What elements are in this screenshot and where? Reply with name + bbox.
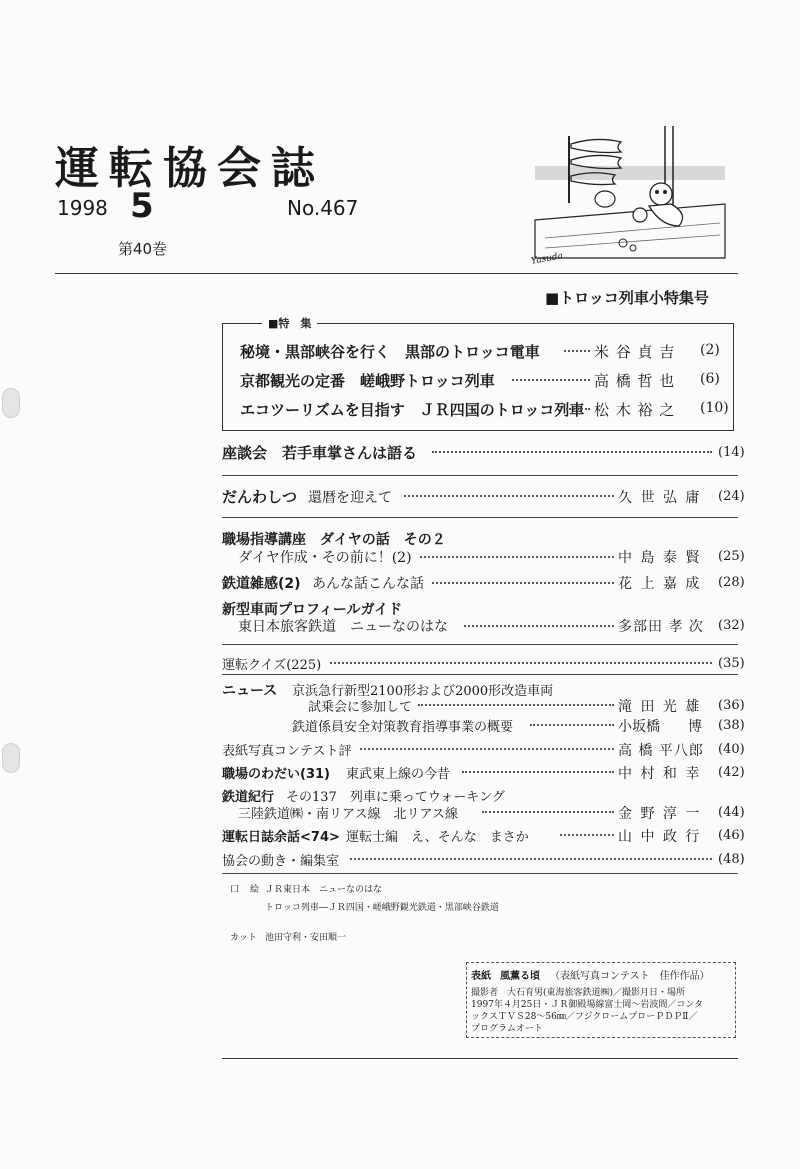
- author: 高 橋 平八郎: [618, 743, 704, 759]
- kikou-sub: 三陸鉄道㈱・南リアス線 北リアス線: [238, 807, 458, 822]
- kyokai-title: 協会の動き・編集室: [222, 854, 340, 869]
- shokuba-head: 職場指導講座 ダイヤの話 その２: [222, 532, 446, 548]
- feature-item-title: 京都観光の定番 嵯峨野トロッコ列車: [240, 372, 495, 390]
- feature-item-title: エコツーリズムを目指す ＪＲ四国のトロッコ列車: [240, 401, 585, 419]
- leader-dots: [464, 625, 614, 627]
- cover-title: 風薫る頃: [500, 971, 540, 982]
- page-number: (24): [718, 489, 745, 504]
- shokuba-sub: ダイヤ作成・その前に！(2): [238, 550, 412, 566]
- cover-credit-line: プログラムオート: [471, 1024, 543, 1034]
- section-rule: [222, 517, 738, 518]
- leader-dots: [404, 495, 614, 497]
- leader-dots: [330, 662, 712, 664]
- author: 滝 田 光 雄: [618, 699, 702, 715]
- author: 中 村 和 幸: [618, 766, 702, 782]
- section-rule: [222, 873, 738, 874]
- author: 多部田 孝 次: [618, 619, 704, 635]
- header-rule: [55, 273, 738, 274]
- zakkan-head: 鉄道雑感(2): [222, 576, 301, 592]
- author: 金 野 淳 一: [618, 806, 702, 822]
- cut-credit: 池田守利・安田順一: [265, 933, 347, 943]
- feature-label: ■特 集: [262, 315, 317, 331]
- page-number: (48): [718, 852, 745, 867]
- kikou-head: 鉄道紀行: [222, 790, 275, 805]
- author: 久 世 弘 庸: [618, 490, 702, 506]
- issue-month: 5: [130, 186, 154, 226]
- leader-dots: [512, 379, 590, 381]
- leader-dots: [432, 451, 712, 453]
- page-number: (32): [718, 618, 745, 633]
- author: 中 島 泰 賢: [618, 550, 702, 566]
- binder-hole: [2, 743, 20, 773]
- news-head: ニュース: [222, 683, 278, 699]
- page-number: (25): [718, 549, 745, 564]
- page-number: (46): [718, 828, 745, 843]
- cover-label: 表紙: [471, 971, 491, 982]
- special-issue-label: ■トロッコ列車小特集号: [545, 289, 709, 307]
- page-number: (42): [718, 765, 745, 780]
- zadankai-title: 座談会 若手車掌さんは語る: [222, 444, 418, 462]
- wadai-title: 東武東上線の今昔: [346, 767, 451, 782]
- leader-dots: [560, 834, 614, 836]
- leader-dots: [432, 582, 614, 584]
- danwashitsu-title: 還暦を迎えて: [308, 490, 392, 506]
- shingata-head: 新型車両プロフィールガイド: [222, 602, 403, 618]
- feature-item-page: (10): [700, 400, 729, 416]
- kikou-title: その137 列車に乗ってウォーキング: [286, 790, 505, 805]
- nisshi-head: 運転日誌余話<74>: [222, 830, 340, 845]
- section-rule: [222, 644, 738, 645]
- feature-item-page: (6): [700, 371, 720, 387]
- leader-dots: [462, 771, 614, 773]
- page-number: (35): [718, 656, 745, 671]
- page-number: (28): [718, 575, 745, 590]
- volume-number: 第40巻: [118, 240, 168, 258]
- koinobori-illustration: [525, 108, 730, 268]
- cover-review-title: 表紙写真コンテスト評: [222, 744, 352, 759]
- page-number: (44): [718, 805, 745, 820]
- news-item-line1: 京浜急行新型2100形および2000形改造車両: [292, 684, 554, 699]
- news-item-line2: 試乗会に参加して: [308, 700, 413, 715]
- footer-rule: [222, 1058, 738, 1059]
- leader-dots: [564, 350, 590, 352]
- feature-item-page: (2): [700, 342, 720, 358]
- leader-dots: [350, 858, 712, 860]
- section-rule: [222, 674, 738, 675]
- shingata-sub: 東日本旅客鉄道 ニューなのはな: [238, 619, 448, 635]
- author: 小坂橋 博: [618, 719, 702, 735]
- feature-item-author: 米 谷 貞 吉: [594, 343, 676, 361]
- leader-dots: [566, 408, 590, 410]
- news-item: 鉄道係員安全対策教育指導事業の概要: [292, 720, 514, 735]
- illustrator-signature: Yasuda: [530, 251, 564, 267]
- kuchie-line: ＪＲ東日本 ニューなのはな: [265, 885, 383, 895]
- zakkan-title: あんな話こんな話: [312, 576, 424, 592]
- leader-dots: [530, 724, 614, 726]
- cover-credit-line: ックスＴＶＳ28～56㎜／フジクロームプローＰＤＰⅡ／: [471, 1012, 698, 1022]
- kuchie-label: 口 絵: [230, 885, 261, 895]
- kuchie-line: トロッコ列車―ＪＲ四国・嵯峨野観光鉄道・黒部峡谷鉄道: [265, 903, 499, 913]
- danwashitsu-head: だんわしつ: [222, 488, 298, 506]
- author: 山 中 政 行: [618, 829, 702, 845]
- cover-note: （表紙写真コンテスト 佳作作品）: [550, 971, 710, 982]
- binder-hole: [2, 388, 20, 418]
- magazine-title: 運転協会誌: [55, 143, 325, 194]
- feature-item-author: 松 木 裕 之: [594, 401, 676, 419]
- page-number: (14): [718, 445, 745, 460]
- leader-dots: [418, 704, 614, 706]
- leader-dots: [420, 556, 614, 558]
- section-rule: [222, 475, 738, 476]
- issue-number: No.467: [287, 196, 359, 220]
- page-number: (38): [718, 718, 745, 733]
- issue-year: 1998: [57, 196, 108, 220]
- feature-item-title: 秘境・黒部峡谷を行く 黒部のトロッコ電車: [240, 343, 540, 361]
- cut-label: カット: [230, 933, 257, 943]
- page-number: (36): [718, 698, 745, 713]
- leader-dots: [482, 811, 614, 813]
- page-number: (40): [718, 742, 745, 757]
- leader-dots: [360, 748, 614, 750]
- cover-credit-line: 1997年４月25日・ＪＲ御殿場線富士岡～岩波間／コンタ: [471, 1000, 703, 1010]
- quiz-title: 運転クイズ(225): [222, 658, 322, 673]
- author: 花 上 嘉 成: [618, 576, 702, 592]
- feature-item-author: 高 橋 哲 也: [594, 372, 676, 390]
- wadai-head: 職場のわだい(31): [222, 767, 330, 782]
- cover-credit-line: 撮影者 大石育男(東海旅客鉄道㈱)／撮影月日・場所: [471, 988, 686, 998]
- nisshi-title: 運転士編 え、そんな まさか: [346, 830, 529, 845]
